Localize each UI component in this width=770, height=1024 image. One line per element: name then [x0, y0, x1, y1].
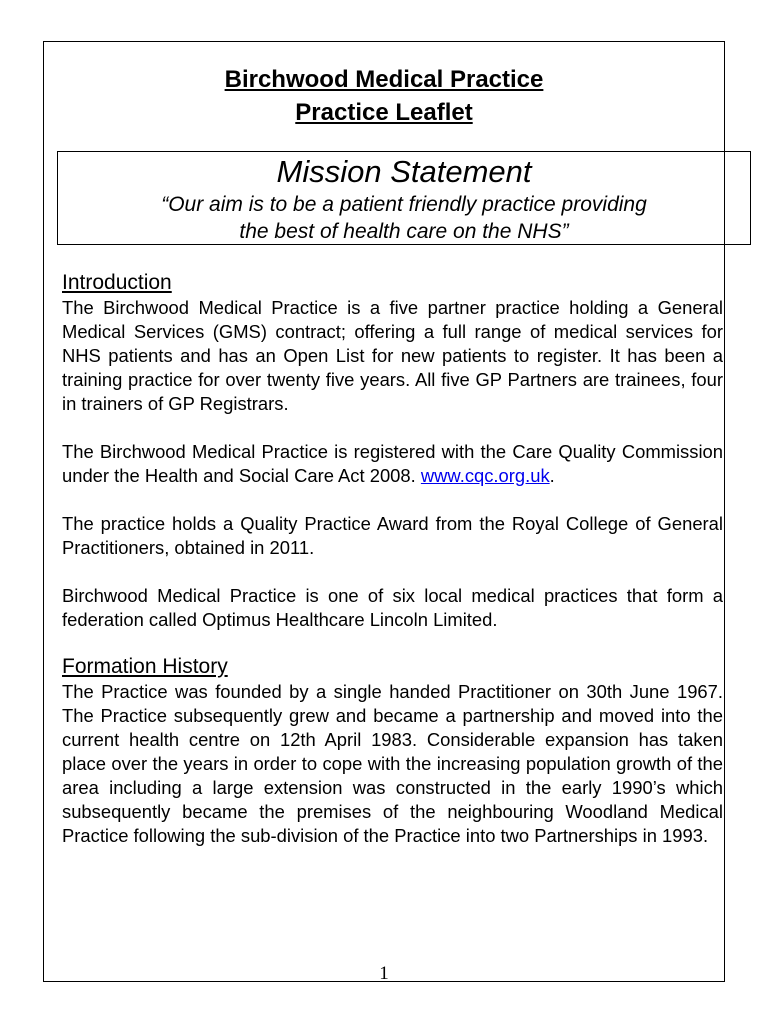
page-number: 1	[379, 963, 389, 984]
leaflet-title-heading: Practice Leaflet	[295, 99, 473, 126]
introduction-paragraph-3: The practice holds a Quality Practice Award from the Royal College of General Practitioners, obtained in 2011.	[62, 513, 723, 558]
introduction-paragraph-2	[62, 440, 723, 488]
mission-statement-title: Mission Statement	[276, 154, 532, 189]
introduction-paragraph-4: Birchwood Medical Practice is one of six local medical practices that form a federation called Optimus Healthcare Lincoln Limited.	[62, 585, 723, 630]
formation-history-paragraph: The Practice was founded by a single handed Practitioner on 30th June 1967. The Practice subsequently grew and became a partnership and moved into the current health centre on 12th April 1983. Considerable expansion has taken place over the years in order to cope with the increasing population growth of the area including a large extension was constructed in the early 1990’s which subsequently became the premises of the neighbouring Woodland Medical Practice following the sub-division of the Practice into two Partnerships in 1993.	[62, 681, 723, 846]
mission-statement-quote	[57, 191, 751, 245]
cqc-paragraph-end: .	[549, 465, 555, 486]
practice-name-heading: Birchwood Medical Practice	[224, 66, 544, 93]
mission-quote-line-2: the best of health care on the NHS”	[239, 220, 569, 243]
cqc-website-link[interactable]: www.cqc.org.uk	[420, 465, 550, 486]
cqc-registration-text: The Birchwood Medical Practice is registered with the Care Quality Commission under the Health and Social Care Act 2008.	[62, 441, 723, 486]
mission-quote-line-1: “Our aim is to be a patient friendly practice providing	[161, 193, 647, 216]
introduction-paragraph-1: The Birchwood Medical Practice is a five partner practice holding a General Medical Services (GMS) contract; offering a full range of medical services for NHS patients and has an Open List for new patients to register. It has been a training practice for over twenty five years. All five GP Partners are trainees, four in trainers of GP Registrars.	[62, 297, 723, 414]
document-body	[62, 270, 723, 848]
introduction-heading: Introduction	[62, 271, 172, 294]
formation-history-heading: Formation History	[62, 655, 228, 678]
